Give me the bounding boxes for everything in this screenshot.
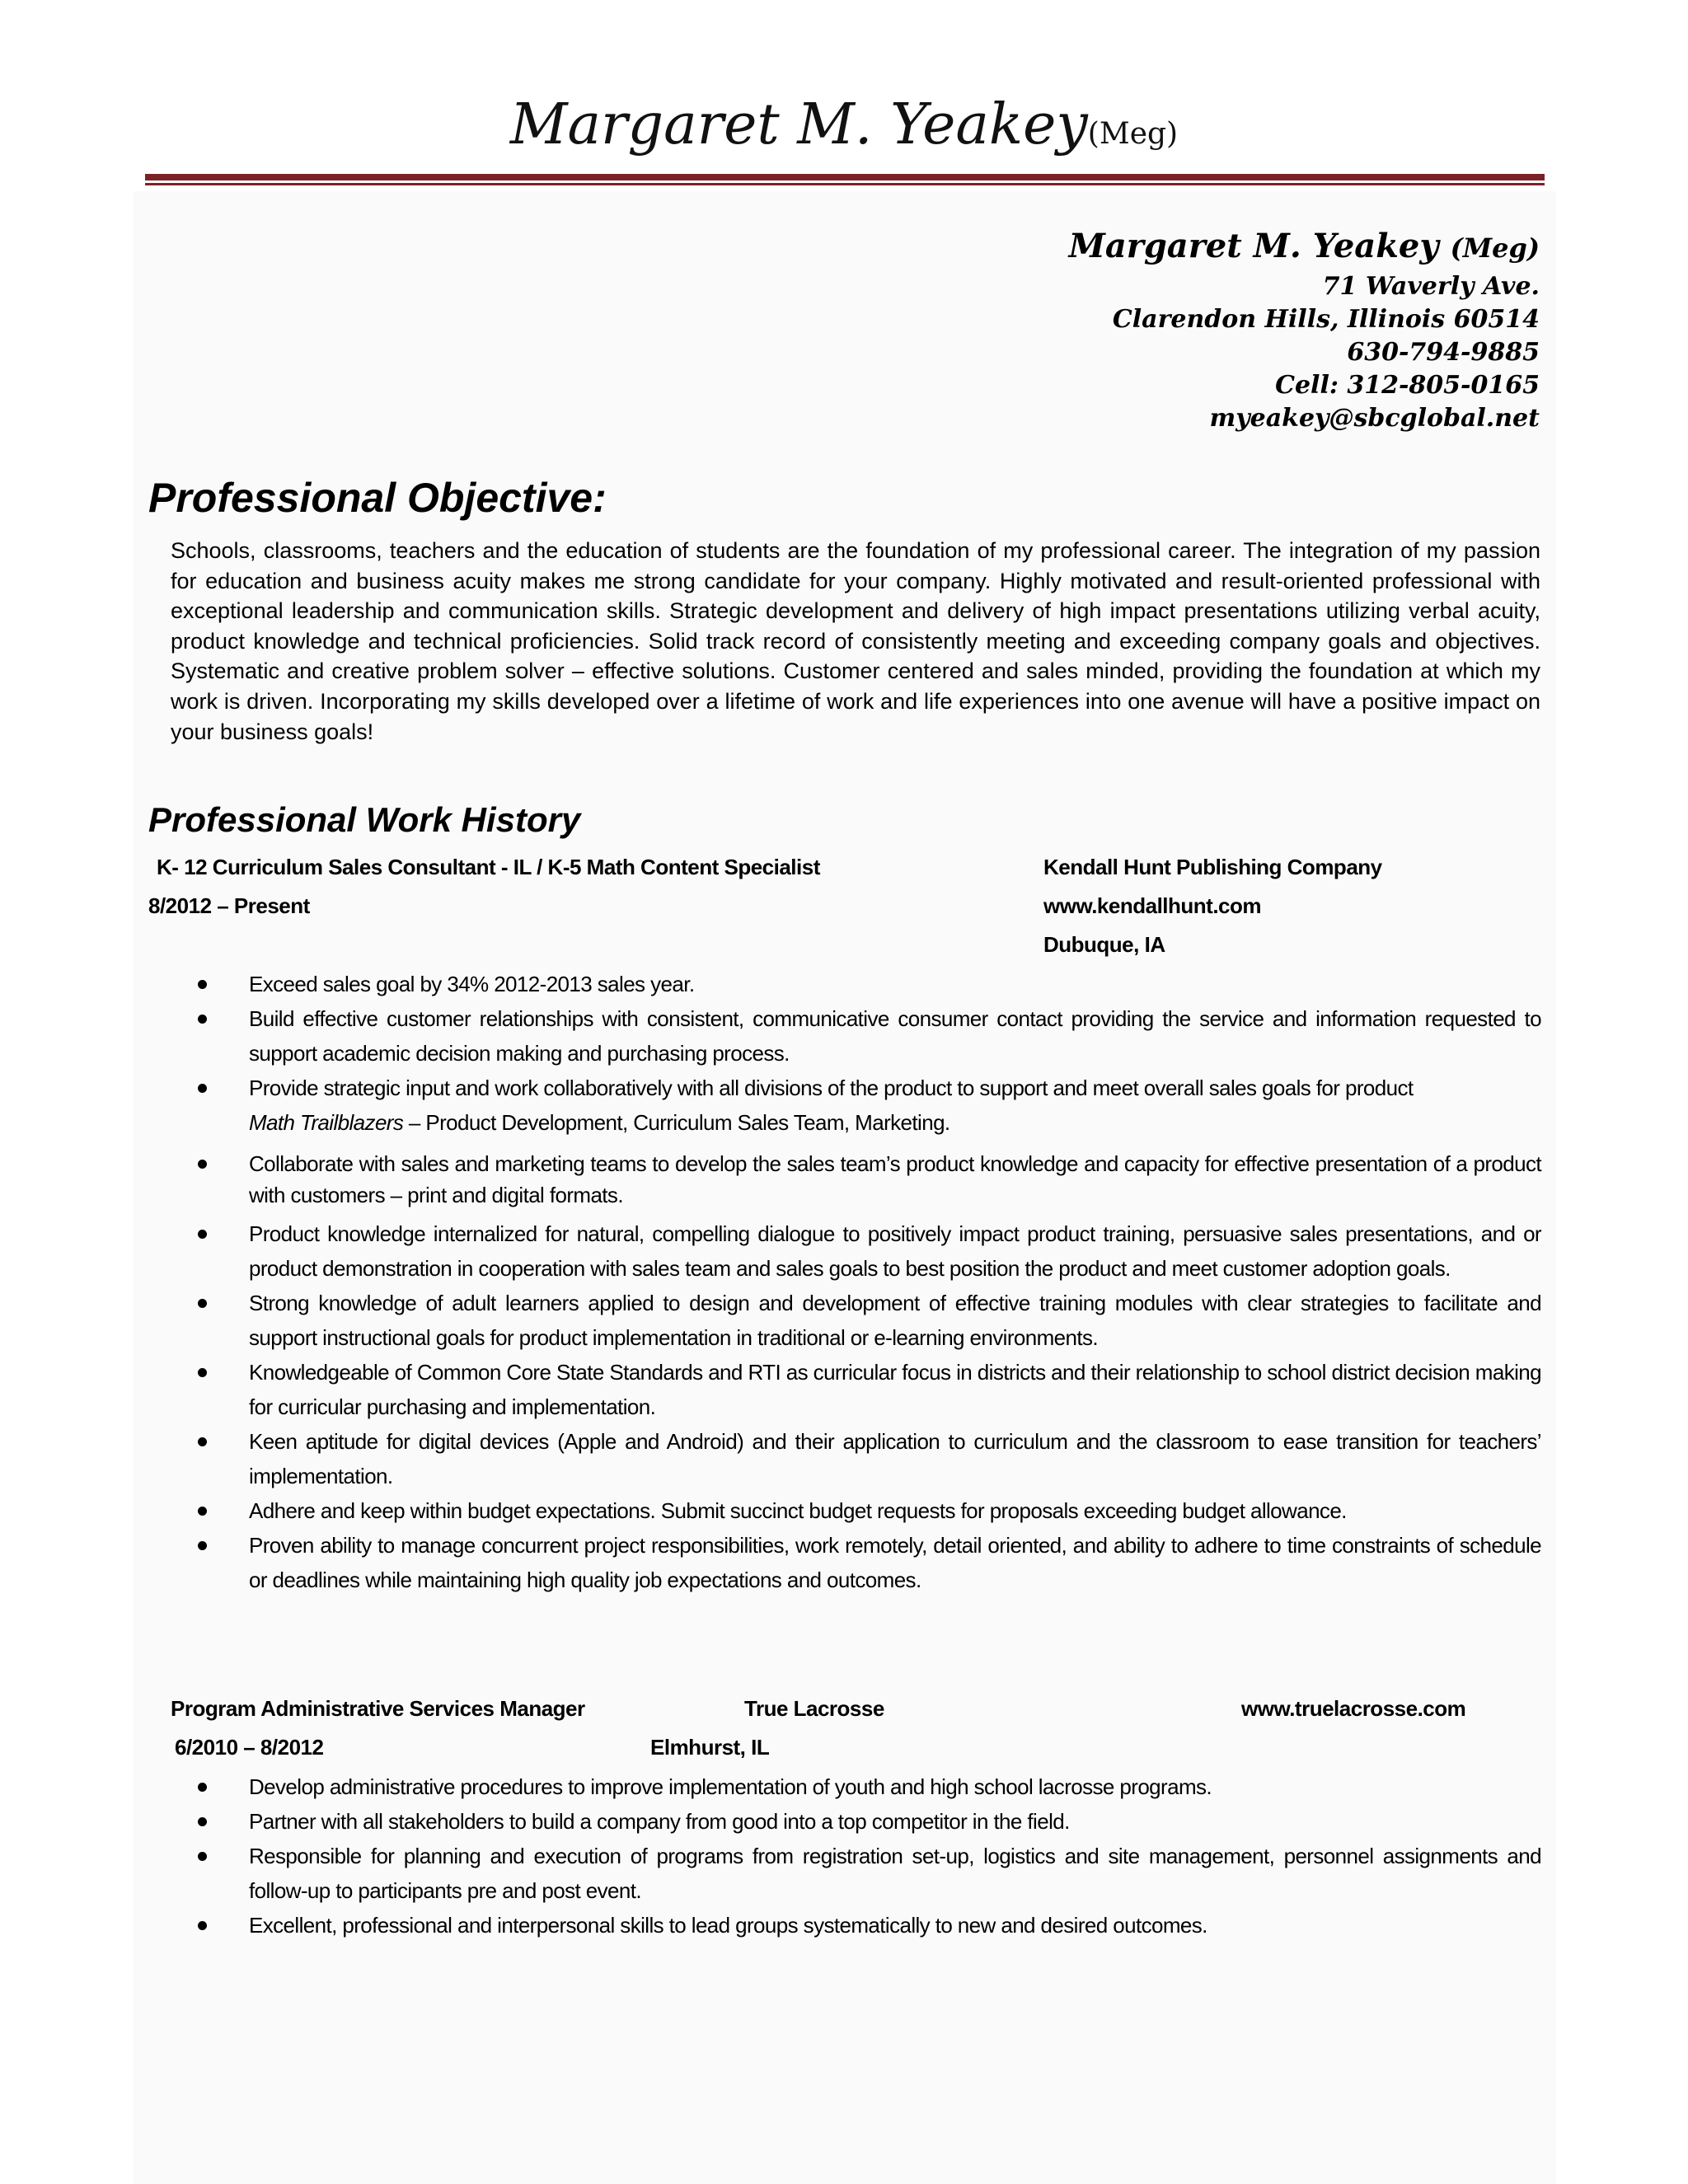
contact-name: Margaret M. Yeakey [1068, 227, 1439, 265]
product-name: Math Trailblazers [249, 1110, 404, 1135]
job-company: Kendall Hunt Publishing Company [1043, 855, 1382, 879]
list-item-text: Product knowledge internalized for natural, compelling dialogue to positively impact product training, persuasive sales presentations, and or product demonstration in cooperation with sales team and sales goals to best position the product and meet customer adoption goals. [249, 1221, 1541, 1281]
list-item [0, 1355, 1541, 1424]
job-location: Elmhurst, IL [650, 1735, 770, 1760]
list-item-text: Collaborate with sales and marketing teams to develop the sales team’s product knowledge and capacity for effective presentation of a product with customers – print and digital formats. [249, 1151, 1541, 1207]
list-item [0, 1804, 1541, 1839]
list-item-text: Keen aptitude for digital devices (Apple and Android) and their application to curriculum and the classroom to ease transition for teachers’ implementation. [249, 1429, 1541, 1488]
bullet-icon [198, 1230, 207, 1239]
contact-city: Clarendon Hills, Illinois 60514 [1112, 305, 1540, 334]
bullet-icon [198, 1852, 207, 1861]
bullet-icon [198, 1541, 207, 1550]
list-item-text: Strong knowledge of adult learners applied to design and development of effective training modules with clear strategies to facilitate and support instructional goals for product implementation in traditional or e-learning environments. [249, 1291, 1541, 1350]
list-item [0, 1071, 1541, 1140]
list-item [0, 1148, 1541, 1211]
list-item [0, 1286, 1541, 1355]
objective-text: Schools, classrooms, teachers and the education of students are the foundation of my professional career. The integration of my passion for education and business acuity makes me strong candidate for your company. Highly motivated and result-oriented professional with exceptional leadership and communication skills. Strategic development and delivery of high impact presentations utilizing verbal acuity, product knowledge and technical proficiencies. Solid track record of consistently meeting and exceeding company goals and objectives. Systematic and creative problem solver – effective solutions. Customer centered and sales minded, providing the foundation at which my work is driven. Incorporating my skills developed over a lifetime of work and life experiences into one avenue will have a positive impact on your business goals! [171, 538, 1540, 744]
list-item-text: Adhere and keep within budget expectations. Submit succinct budget requests for proposals exceeding budget allowance. [249, 1498, 1347, 1523]
job-website[interactable]: www.kendallhunt.com [1043, 893, 1262, 918]
list-item [0, 967, 1541, 1001]
bullet-icon [198, 1921, 207, 1930]
bullet-icon [198, 1817, 207, 1826]
page-header-title [0, 92, 1688, 157]
contact-email[interactable]: myeakey@sbcglobal.net [1209, 404, 1540, 433]
job-website[interactable]: www.truelacrosse.com [1241, 1696, 1466, 1721]
bullet-icon [198, 1507, 207, 1516]
contact-street: 71 Waverly Ave. [1322, 272, 1540, 301]
bullet-icon [198, 1299, 207, 1308]
job-title: Program Administrative Services Manager [171, 1696, 585, 1721]
bullet-icon [198, 1015, 207, 1024]
job-title: K- 12 Curriculum Sales Consultant - IL / K-5 Math Content Specialist [157, 855, 820, 879]
bullet-icon [198, 1368, 207, 1377]
header-divider-thin [145, 183, 1545, 185]
contact-phone: 630-794-9885 [1347, 338, 1540, 367]
job-location: Dubuque, IA [1043, 932, 1165, 957]
job-bullet-list [0, 967, 1541, 1597]
header-nickname: (Meg) [1087, 117, 1179, 151]
list-item [0, 1001, 1541, 1071]
objective-heading: Professional Objective: [148, 475, 607, 521]
bullet-icon [198, 1783, 207, 1792]
job-company: True Lacrosse [744, 1696, 884, 1721]
list-item-text: Build effective customer relationships with consistent, communicative consumer contact providing the service and information requested to support academic decision making and purchasing process. [249, 1006, 1541, 1066]
bullet-icon [198, 980, 207, 989]
job-dates: 8/2012 – Present [148, 893, 310, 918]
list-item [0, 1839, 1541, 1908]
list-item-text: Develop administrative procedures to improve implementation of youth and high school lacrosse programs. [249, 1774, 1212, 1799]
list-item [0, 1908, 1541, 1943]
bullet-icon [198, 1160, 207, 1169]
list-item-text-cont: – Product Development, Curriculum Sales Team, Marketing. [403, 1110, 950, 1135]
bullet-icon [198, 1437, 207, 1446]
list-item-text: Responsible for planning and execution of programs from registration set-up, logistics and site management, personnel assignments and follow-up to participants pre and post event. [249, 1844, 1541, 1903]
list-item [0, 1424, 1541, 1493]
header-divider [145, 174, 1545, 180]
bullet-icon [198, 1084, 207, 1093]
contact-name-line [1069, 224, 1540, 270]
contact-cell: Cell: 312-805-0165 [1275, 371, 1540, 400]
job-dates: 6/2010 – 8/2012 [175, 1735, 324, 1760]
list-item-text: Knowledgeable of Common Core State Standards and RTI as curricular focus in districts and their relationship to school district decision making for curricular purchasing and implementation. [249, 1360, 1541, 1419]
contact-nickname: (Meg) [1450, 232, 1540, 264]
list-item-text: Excellent, professional and interpersonal skills to lead groups systematically to new and desired outcomes. [249, 1913, 1207, 1938]
contact-block [1069, 224, 1540, 435]
job-bullet-list [0, 1769, 1541, 1943]
list-item [0, 1493, 1541, 1528]
list-item [0, 1528, 1541, 1597]
list-item-text: Proven ability to manage concurrent project responsibilities, work remotely, detail oriented, and ability to adhere to time constraints of schedule or deadlines while maintaining high quality job expectations and outcomes. [249, 1533, 1541, 1592]
list-item [0, 1769, 1541, 1804]
list-item-text: Partner with all stakeholders to build a company from good into a top competitor in the field. [249, 1809, 1070, 1834]
list-item-text: Provide strategic input and work collaboratively with all divisions of the product to support and meet overall sales goals for product [249, 1076, 1414, 1100]
header-name: Margaret M. Yeakey [509, 92, 1088, 157]
list-item-text: Exceed sales goal by 34% 2012-2013 sales year. [249, 972, 695, 996]
work-history-heading: Professional Work History [148, 800, 581, 839]
list-item [0, 1216, 1541, 1286]
